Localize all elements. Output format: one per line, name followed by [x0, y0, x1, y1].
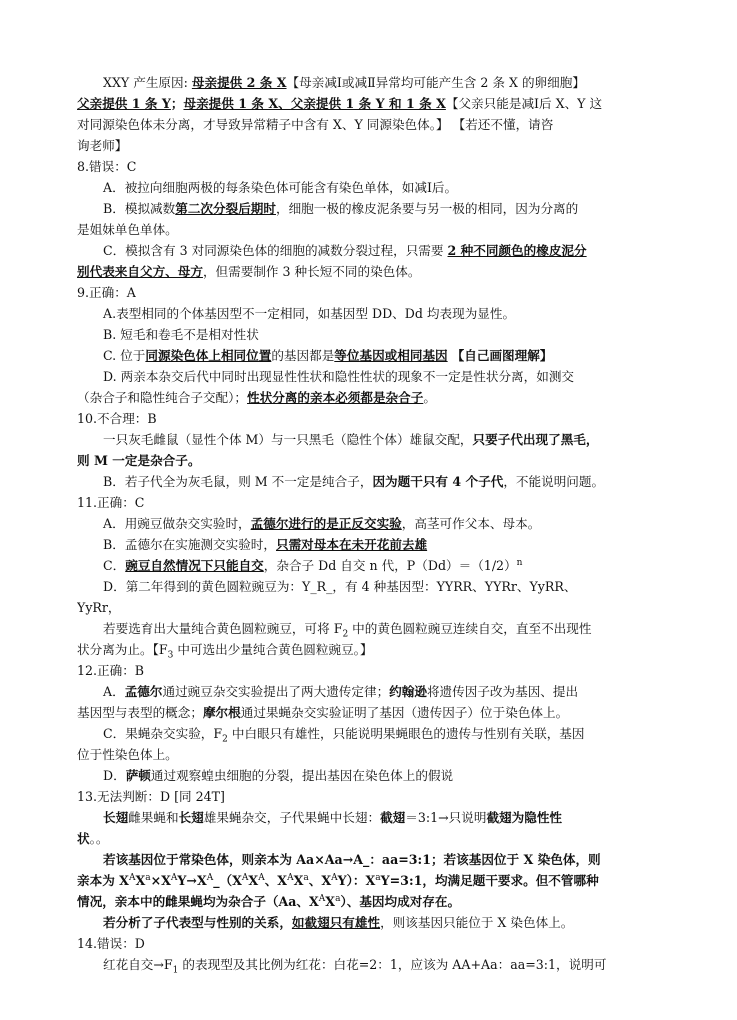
emphasized-text: 性状分离的亲本必须都是杂合子: [247, 390, 424, 405]
superscript: a: [335, 893, 341, 904]
subscript: 1: [172, 965, 179, 975]
text-line: [77, 240, 691, 261]
text-segment: A．: [103, 684, 125, 699]
text-segment: 13.无法判断：D [同 24T]: [77, 789, 225, 804]
emphasized-text: ×X: [150, 873, 171, 888]
text-line: [77, 681, 691, 702]
text-line: [77, 807, 691, 828]
text-segment: D．: [103, 768, 126, 783]
text-line: [77, 93, 691, 114]
subscript: 2: [342, 629, 349, 639]
text-segment: YyRr，: [77, 600, 121, 615]
emphasized-text: 别代表来自父方、母方: [77, 264, 203, 279]
emphasized-text: X: [325, 894, 336, 909]
text-line: [77, 660, 691, 681]
text-segment: 询老师】: [77, 138, 128, 153]
text-segment: A.表型相同的个体基因型不一定相同，如基因型 DD、Dd 均表现为显性。: [103, 306, 516, 321]
superscript: A: [318, 893, 326, 904]
superscript: A: [206, 872, 214, 883]
text-line: [77, 471, 691, 492]
text-segment: 雌果蝇和: [128, 810, 179, 825]
text-line: [77, 492, 691, 513]
emphasized-text: 等位基因或相同基因: [334, 348, 448, 363]
text-line: [77, 639, 691, 660]
subscript: 2: [222, 734, 228, 744]
superscript: a: [375, 872, 381, 883]
text-line: [77, 954, 691, 975]
text-segment: 雄果蝇杂交，子代果蝇中长翅：: [203, 810, 381, 825]
text-segment: C．模拟含有 3 对同源染色体的细胞的减数分裂过程，只需要: [103, 243, 448, 258]
text-segment: 中可选出少量纯合黄色圆粒豌豆。】: [173, 642, 373, 657]
text-segment: 通过果蝇杂交实验证明了基因（遗传因子）位于染色体上。: [240, 705, 569, 720]
emphasized-text: 孟德尔: [124, 684, 163, 699]
superscript: a: [303, 872, 309, 883]
text-line: [77, 135, 691, 156]
subscript: 3: [167, 650, 174, 660]
emphasized-text: 豌豆自然情况下只能自交: [125, 558, 264, 573]
text-segment: A．被拉向细胞两极的每条染色体可能含有染色单体，如减Ⅰ后。: [103, 180, 458, 195]
emphasized-text: 约翰逊: [389, 684, 427, 699]
text-segment: B. 短毛和卷毛不是相对性状: [103, 327, 259, 342]
text-segment: 中的黄色圆粒豌豆连续自交，直至不出现性: [348, 621, 592, 636]
text-segment: 对同源染色体未分离，才导致异常精子中含有 X、Y 同源染色体。】 【若还不懂，请咨: [77, 117, 554, 132]
emphasized-text: _（X: [213, 873, 242, 888]
emphasized-text: 状: [77, 831, 90, 846]
text-segment: C. 位于: [103, 348, 146, 363]
text-segment: 【父亲只能是减Ⅰ后 X、Y 这: [445, 96, 603, 111]
text-line: [77, 387, 691, 408]
text-line: [77, 513, 691, 534]
text-segment: 状分离为止。【F: [77, 642, 168, 657]
text-line: [77, 177, 691, 198]
superscript: n: [516, 557, 523, 568]
text-line: [77, 765, 691, 786]
emphasized-text: 父亲提供 1 条 Y: [77, 96, 171, 111]
emphasized-text: 长翅: [103, 810, 129, 825]
text-segment: 9.正确：A: [77, 285, 136, 300]
text-line: [77, 744, 691, 765]
emphasized-text: 2 种不同颜色的橡皮泥分: [447, 243, 587, 258]
emphasized-text: Y）：X: [337, 873, 376, 888]
emphasized-text: 则 M 一定是杂合子。: [77, 453, 201, 468]
text-segment: B．模拟减数: [103, 201, 176, 216]
text-segment: 的表现型及其比例为红花：白花=2：1，应该为 AA+Aa：aa=3:1，说明可: [178, 957, 607, 972]
emphasized-text: 【自己画图理解】: [451, 348, 553, 363]
text-line: [77, 891, 691, 912]
emphasized-text: 孟德尔进行的是正反交实验: [250, 516, 402, 531]
text-segment: 的基因都是: [271, 348, 335, 363]
text-line: [77, 849, 691, 870]
text-segment: 。。: [89, 831, 109, 846]
text-line: [77, 912, 691, 933]
text-line: [77, 261, 691, 282]
text-segment: 14.错误：D: [77, 936, 145, 951]
text-segment: 12.正确：B: [77, 663, 145, 678]
text-segment: D．第二年得到的黄色圆粒豌豆为：Y_R_，有 4 种基因型：YYRR、YYRr、YyRR、: [103, 579, 577, 594]
text-line: [77, 597, 691, 618]
superscript: A: [331, 872, 338, 883]
text-segment: 通过豌豆杂交实验提出了两大遗传定律；: [162, 684, 390, 699]
emphasized-text: 因为题干只有 4 个子代: [372, 474, 504, 489]
text-line: [77, 72, 691, 93]
emphasized-text: 只要子代出现了黑毛，: [472, 432, 599, 447]
text-segment: ＝3:1→只说明: [405, 810, 487, 825]
emphasized-text: ）、基因均成对存在。: [340, 894, 461, 909]
text-segment: 若要选育出大量纯合黄色圆粒豌豆，可将 F: [103, 621, 343, 636]
text-segment: 【母亲减Ⅰ或减Ⅱ异常均可能产生含 2 条 X 的卵细胞】: [286, 75, 585, 90]
text-segment: 基因型与表型的概念；: [77, 705, 203, 720]
emphasized-text: X: [248, 873, 259, 888]
emphasized-text: 第二次分裂后期时: [175, 201, 276, 216]
text-line: [77, 219, 691, 240]
text-line: [77, 366, 691, 387]
emphasized-text: 长翅: [178, 810, 204, 825]
text-segment: ，高茎可作父本、母本。: [401, 516, 541, 531]
text-segment: A．用豌豆做杂交实验时，: [103, 516, 251, 531]
superscript: a: [145, 872, 151, 883]
text-segment: XXY 产生原因:: [103, 75, 192, 90]
text-line: [77, 723, 691, 744]
text-segment: C．: [103, 558, 126, 573]
text-segment: 中白眼只有雄性，只能说明果蝇眼色的遗传与性别有关联，基因: [227, 726, 585, 741]
text-segment: ，但需要制作 3 种长短不同的染色体。: [202, 264, 421, 279]
text-segment: 8.错误：C: [77, 159, 137, 174]
text-segment: B．孟德尔在实施测交实验时，: [103, 537, 276, 552]
text-line: [77, 933, 691, 954]
text-line: [77, 870, 691, 891]
text-line: [77, 303, 691, 324]
text-segment: B．若子代全为灰毛鼠，则 M 不一定是纯合子，: [103, 474, 373, 489]
text-segment: C．果蝇杂交实验，F: [103, 726, 223, 741]
text-line: [77, 198, 691, 219]
emphasized-text: 、X: [308, 873, 332, 888]
emphasized-text: 同源染色体上相同位置: [145, 348, 272, 363]
text-line: [77, 324, 691, 345]
text-line: [77, 576, 691, 597]
text-line: [77, 702, 691, 723]
text-segment: ，不能说明问题。: [503, 474, 605, 489]
text-segment: 10.不合理：B: [77, 411, 157, 426]
text-segment: ，细胞一极的橡皮泥条要与另一极的相同，因为分离的: [275, 201, 579, 216]
text-segment: 红花自交→F: [103, 957, 173, 972]
emphasized-text: ；: [170, 96, 184, 111]
text-line: [77, 450, 691, 471]
superscript: A: [258, 872, 265, 883]
emphasized-text: 截翅为隐性性: [486, 810, 563, 825]
text-segment: 位于性染色体上。: [77, 747, 178, 762]
emphasized-text: 母亲提供 2 条 X: [191, 75, 287, 90]
text-line: [77, 618, 691, 639]
text-segment: 通过观察蝗虫细胞的分裂，提出基因在染色体上的假说: [150, 768, 454, 783]
text-line: [77, 828, 691, 849]
emphasized-text: 摩尔根: [202, 705, 241, 720]
emphasized-text: 情况，亲本中的雌果蝇均为杂合子（Aa、X: [77, 894, 319, 909]
text-segment: 11.正确：C: [77, 495, 145, 510]
emphasized-text: X: [293, 873, 304, 888]
superscript: A: [128, 872, 136, 883]
text-line: [77, 156, 691, 177]
text-line: [77, 555, 691, 576]
emphasized-text: 母亲提供 1 条 X、父亲提供 1 条 Y 和 1 条 X: [183, 96, 446, 111]
text-segment: 是姐妹单色单体。: [77, 222, 178, 237]
text-segment: ，则该基因只能位于 X 染色体上。: [380, 915, 574, 930]
text-line: [77, 534, 691, 555]
text-segment: （杂合子和隐性纯合子交配）；: [77, 390, 248, 405]
emphasized-text: X: [135, 873, 146, 888]
emphasized-text: 若分析了子代表型与性别的关系，: [103, 915, 292, 930]
text-line: [77, 114, 691, 135]
superscript: A: [287, 872, 294, 883]
text-line: [77, 429, 691, 450]
emphasized-text: 如截翅只有雄性: [291, 915, 381, 930]
text-segment: 一只灰毛雌鼠（显性个体 M）与一只黑毛（隐性个体）雄鼠交配，: [103, 432, 473, 447]
text-segment: ，杂合子 Dd 自交 n 代，P（Dd）＝（1/2）: [263, 558, 517, 573]
emphasized-text: 萨顿: [125, 768, 151, 783]
emphasized-text: 若该基因位于常染色体，则亲本为 Aa×Aa→A_：aa=3:1；若该基因位于 X 染色体，则: [103, 852, 601, 867]
superscript: A: [241, 872, 249, 883]
superscript: A: [170, 872, 178, 883]
text-line: [77, 282, 691, 303]
emphasized-text: 只需对母本在未开花前去雄: [275, 537, 428, 552]
text-segment: 。: [423, 390, 436, 405]
emphasized-text: 亲本为 X: [77, 873, 129, 888]
text-line: [77, 786, 691, 807]
emphasized-text: 截翅: [380, 810, 406, 825]
text-line: [77, 408, 691, 429]
text-line: [77, 345, 691, 366]
emphasized-text: Y→X: [177, 873, 207, 888]
text-segment: 将遗传因子改为基因、提出: [426, 684, 579, 699]
text-segment: D. 两亲本杂交后代中同时出现显性性状和隐性性状的现象不一定是性状分离，如测交: [103, 369, 575, 384]
emphasized-text: 、X: [264, 873, 288, 888]
emphasized-text: Y=3:1，均满足题干要求。但不管哪种: [380, 873, 599, 888]
